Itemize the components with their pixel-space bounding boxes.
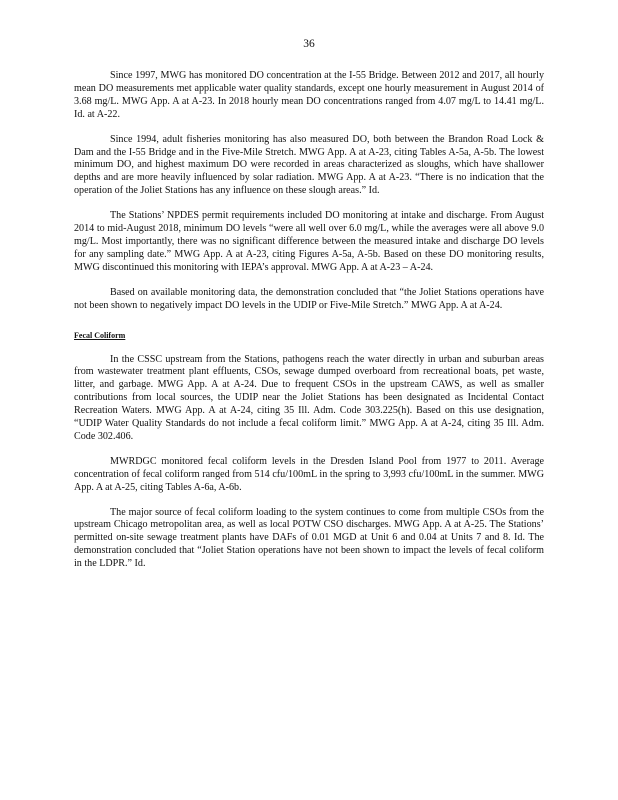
paragraph: In the CSSC upstream from the Stations, pathogens reach the water directly in urban and suburban areas from wastewater treatment plant effluents, CSOs, sewage dumped overboard from recreational boats, pet waste, litter, and garbage. MWG App. A at A-24. Due to frequent CSOs in the upstream CAWS, as well as smaller contributions from local sources, the UDIP near the Joliet Stations has been designated as Incidental Contact Recreation Waters. MWG App. A at A-24, citing 35 Ill. Adm. Code 303.225(h). Based on this use designation, “UDIP Water Quality Standards do not include a fecal coliform limit.” MWG App. A at A-24, citing 35 Ill. Adm. Code 302.406. xyxy=(74,353,544,442)
paragraph: The Stations’ NPDES permit requirements included DO monitoring at intake and discharge. From August 2014 to mid-August 2018, minimum DO levels “were all well over 6.0 mg/L, while the averages were all above 9.0 mg/L. Most importantly, there was no significant difference between the measured intake and discharge DO levels for any sampling date.” MWG App. A at A-23, citing Figures A-5a, A-5b. Based on these DO monitoring results, MWG discontinued this monitoring with IEPA’s approval. MWG App. A at A-23 – A-24. xyxy=(74,210,544,273)
page-number: 36 xyxy=(303,38,315,50)
section-heading: Fecal Coliform xyxy=(74,330,126,340)
section-heading-wrapper xyxy=(74,325,544,354)
paragraph: Since 1994, adult fisheries monitoring has also measured DO, both between the Brandon Road Lock & Dam and the I-55 Bridge and in the Five-Mile Stretch. MWG App. A at A-23, citing Tables A-5a, A-5b. The lowest minimum DO, and highest maximum DO were recorded in areas characterized as sloughs, which have shallower depths and are more heavily influenced by solar radiation. MWG App. A at A-23. “There is no indication that the operation of the Joliet Stations has any influence on these slough areas.” Id. xyxy=(74,133,544,197)
document-body xyxy=(74,70,544,583)
paragraph: Since 1997, MWG has monitored DO concentration at the I-55 Bridge. Between 2012 and 2017, all hourly mean DO measurements met applicable water quality standards, except one hourly measurement in August 2014 of 3.68 mg/L. MWG App. A at A-23. In 2018 hourly mean DO concentrations ranged from 4.07 mg/L to 14.41 mg/L. Id. at A-22. xyxy=(74,70,544,120)
paragraph: Based on available monitoring data, the demonstration concluded that “the Joliet Stations operations have not been shown to negatively impact DO levels in the UDIP or Five-Mile Stretch.” MWG App. A at A-24. xyxy=(74,286,544,311)
paragraph: The major source of fecal coliform loading to the system continues to come from multiple CSOs from the upstream Chicago metropolitan area, as well as local POTW CSO discharges. MWG App. A at A-25. The Stations’ permitted on-site sewage treatment plants have DAFs of 0.01 MGD at Unit 6 and 0.04 at Units 7 and 8. Id. The demonstration concluded that “Joliet Station operations have not been shown to impact the levels of fecal coliform in the LDPR.” Id. xyxy=(74,506,544,570)
paragraph: MWRDGC monitored fecal coliform levels in the Dresden Island Pool from 1977 to 2011. Average concentration of fecal coliform ranged from 514 cfu/100mL in the spring to 3,993 cfu/100mL in the summer. MWG App. A at A-25, citing Tables A-6a, A-6b. xyxy=(74,455,544,493)
